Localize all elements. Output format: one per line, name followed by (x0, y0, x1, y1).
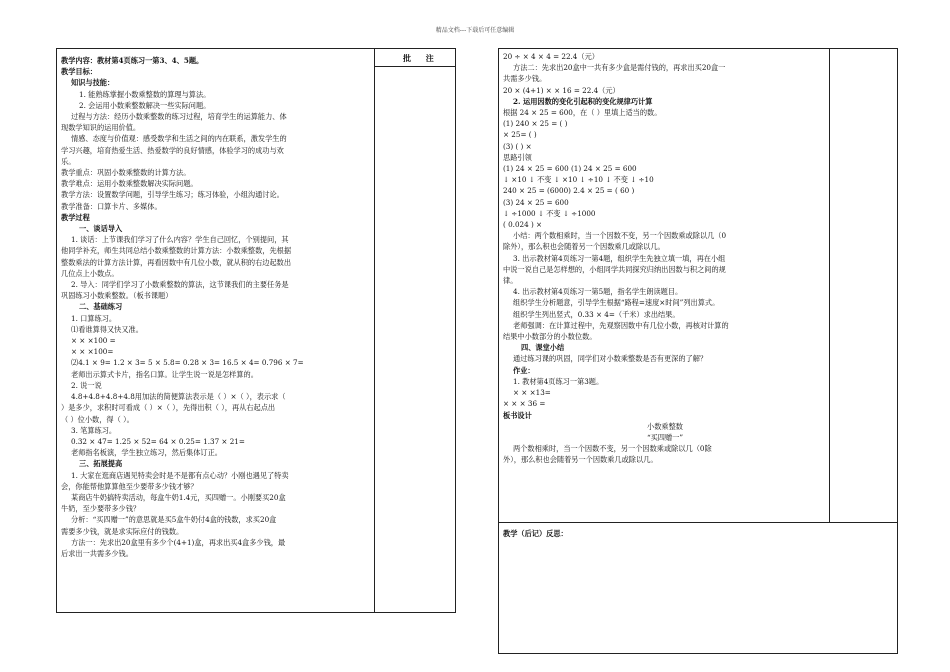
left-text-line: 教学重点：巩固小数乘整数的计算方法。 (61, 168, 191, 178)
left-text-line: 方法一：先求出20盒里有多少个(4+1)盒，再求出买4盒多少钱，最 (71, 537, 286, 547)
left-text-line: × × ×100= (71, 347, 114, 357)
right-text-line: 通过练习课的巩固，同学们对小数乘整数是否有更深的了解？ (513, 354, 708, 364)
right-text-line: 20 × (4+1) × × 16 = 22.4（元） (503, 85, 620, 95)
left-text-line: 1. 大家在逛商店遇见特卖会时是不是都有点心动？小刚也遇见了特卖 (71, 470, 289, 480)
left-text-line: 几位点上小数点。 (61, 268, 119, 278)
right-text-line: ( 0.024 ) × (503, 220, 543, 230)
left-text-line: （ ）位小数，得（ ）。 (61, 414, 134, 424)
right-text-line: 除外），那么积也会随着另一个因数乘几或除以几。 (503, 242, 665, 252)
left-text-line: 教学难点：运用小数乘整数解决实际问题。 (61, 179, 198, 189)
left-text-line: 3. 笔算练习。 (71, 425, 117, 435)
left-text-line: 教学内容：教材第4页练习一第3、4、5题。 (61, 56, 204, 65)
left-text-line: 需要多少钱，就是求实际应付的钱数。 (61, 526, 184, 536)
left-notes-header-line (374, 66, 455, 67)
left-text-line: 1. 能熟练掌握小数乘整数的算理与算法。 (79, 89, 211, 99)
right-text-line: (1) 24 × 25 = 600 (1) 24 × 25 = 600 (503, 164, 637, 174)
left-table (56, 48, 456, 613)
page-header: 精品文档---下载后可任意编辑 (435, 27, 515, 34)
left-text-line: 一、谈话导入 (79, 224, 123, 234)
left-text-line: 知识与技能： (71, 78, 115, 88)
left-text-line: 牛奶，至少要带多少钱？ (61, 504, 141, 514)
right-text-line: 小数乘整数 (647, 421, 683, 431)
afterword-label: 教学（后记）反思： (503, 529, 568, 538)
left-text-line: 后求出一共需多少钱。 (61, 548, 133, 558)
left-text-line: ⑴看谁算得又快又准。 (71, 324, 143, 334)
right-text-line: 方法二：先求出20盒中一共有多少盒是需付钱的，再求出买20盒一 (513, 63, 726, 73)
left-text-line: 分析：“买四赠一”的意思就是买5盒牛奶付4盒的钱数，求买20盒 (71, 515, 277, 525)
left-text-line: 教学准备：口算卡片、多媒体。 (61, 201, 162, 211)
right-table (498, 48, 898, 654)
right-content (503, 51, 827, 466)
right-text-line: ↓ ÷1000 ↓ 不变 ↓ ÷1000 (503, 208, 596, 218)
right-text-line: × 25= ( ) (503, 130, 537, 140)
right-notes-divider (829, 49, 830, 523)
left-text-line: ）是多少，求积时可看成（ ）×（ ），先得出积（ ），再从右起点出 (61, 403, 276, 413)
left-text-line: 教学过程 (61, 212, 90, 222)
left-text-line: 0.32 × 47= 1.25 × 52= 64 × 0.25= 1.37 × 21= (71, 436, 245, 446)
left-text-line: 某商店牛奶搞特卖活动，每盒牛奶1.4元，买四赠一。小刚要买20盒 (71, 492, 286, 502)
right-text-line: 结果中小数部分的小数位数。 (503, 332, 597, 342)
right-text-line: 根据 24 × 25 = 600，在（ ）里填上适当的数。 (503, 108, 662, 118)
left-text-line: 会，你能帮他算算他至少要带多少钱才够？ (61, 481, 198, 491)
left-text-line: 老师指名板演，学生独立练习，然后集体订正。 (71, 448, 222, 458)
left-text-line: 1. 谈话：上节课我们学习了什么内容？学生自己回忆，个别提问，其 (71, 235, 289, 245)
left-text-line: 老师出示算式卡片，指名口算。让学生说一说是怎样算的。 (71, 369, 258, 379)
left-text-line: ⑵4.1 × 9= 1.2 × 3= 5 × 5.8= 0.28 × 3= 16.5 × 4= 0.796 × 7= (71, 358, 304, 368)
left-text-line: 他同学补充，师生共同总结小数乘整数的计算方法：小数乘整数，先根据 (61, 246, 292, 256)
right-text-line: 小结：两个数相乘时，当一个因数不变，另一个因数乘或除以几（0 (513, 231, 727, 241)
right-text-line: 老师强调：在计算过程中，先观察因数中有几位小数，再核对计算的 (513, 320, 729, 330)
right-text-line: 板书设计 (503, 410, 532, 420)
left-text-line: 巩固练习小数乘整数。（板书课题） (61, 291, 173, 301)
right-text-line: “买四赠一” (646, 432, 684, 442)
left-text-line: 学习兴趣，培育热爱生活、热爱数学的良好情感，体验学习的成功与欢 (61, 145, 284, 155)
right-text-line: 240 × 25 = (6000) 2.4 × 25 = ( 60 ) (503, 186, 635, 196)
right-text-line: × × ×13= (513, 388, 551, 398)
right-text-line: ↓ ×10 ↓ 不变 ↓ ×10 ↓ ÷10 ↓ 不变 ↓ ÷10 (503, 175, 654, 185)
right-text-line: (3) ( ) × (503, 141, 532, 151)
left-text-line: 教学方法：设置数学问题，引导学生练习；练习体验，小组沟通讨论。 (61, 190, 284, 200)
left-text-line: 1. 口算练习。 (71, 313, 117, 323)
right-text-line: 两个数相乘时，当一个因数不变，另一个因数乘或除以几（0除 (513, 444, 712, 454)
right-text-line: 2. 运用因数的变化引起积的变化规律巧计算 (513, 96, 653, 106)
left-text-line: × × ×100 = (71, 336, 116, 346)
right-text-line: 中说一说自己是怎样想的，小组同学共同探究归纳出因数与积之间的规 (503, 264, 726, 274)
left-text-line: 乐。 (61, 156, 76, 166)
left-text-line: 整数乘法的计算方法计算，再看因数中有几位小数，就从积的右边起数出 (61, 257, 292, 267)
right-text-line: 20 ÷ × 4 × 4 = 22.4（元） (503, 52, 599, 61)
right-text-line: (3) 24 × 25 = 600 (503, 197, 569, 207)
left-text-line: 情感、态度与价值观：感受数学和生活之间的内在联系，激发学生的 (71, 134, 287, 144)
right-text-line: 3. 出示教材第4页练习一第4题，组织学生先独立填一填，再在小组 (513, 253, 726, 263)
left-text-line: 二、基础练习 (79, 302, 123, 312)
right-text-line: 外），那么积也会随着另一个因数乘几或除以几。 (503, 455, 658, 465)
left-text-line: 2. 说一说 (71, 380, 102, 390)
right-text-line: 作业： (513, 365, 535, 375)
right-text-line: × × × 36 = (503, 399, 546, 409)
left-text-line: 2. 导入：同学们学习了小数乘整数的算法，这节课我们的主要任务是 (71, 280, 289, 290)
afterword-divider (499, 522, 897, 523)
right-text-line: 4. 出示教材第4页练习一第5题，指名学生朗读题目。 (513, 287, 683, 297)
right-text-line: 组织学生列出竖式，0.33 × 4=（千米）求出结果。 (513, 309, 680, 319)
right-text-line: 四、课堂小结 (521, 343, 565, 353)
left-text-line: 三、拓展提高 (79, 459, 123, 469)
left-text-line: 现数学知识的运用价值。 (61, 123, 141, 133)
right-text-line: 组织学生分析题意，引导学生根据“路程=速度×时间”列出算式。 (513, 298, 720, 308)
notes-heading: 批 注 (403, 53, 440, 63)
left-notes-divider (374, 49, 375, 612)
right-text-line: 1. 教材第4页练习一第3题。 (513, 376, 604, 386)
left-text-line: 2. 会运用小数乘整数解决一些实际问题。 (79, 100, 211, 110)
right-text-line: 思路引领 (503, 152, 532, 162)
right-text-line: 共需多少钱。 (503, 74, 547, 84)
left-text-line: 教学目标： (61, 67, 97, 77)
left-content (61, 55, 372, 559)
right-text-line: 律。 (503, 276, 518, 286)
left-text-line: 过程与方法：经历小数乘整数的练习过程，培育学生的运算能力、体 (71, 112, 287, 122)
right-text-line: (1) 240 × 25 = ( ) (503, 119, 568, 129)
left-text-line: 4.8+4.8+4.8+4.8用加法的简便算法表示是（ ）×（ ），表示求（ (71, 392, 286, 402)
